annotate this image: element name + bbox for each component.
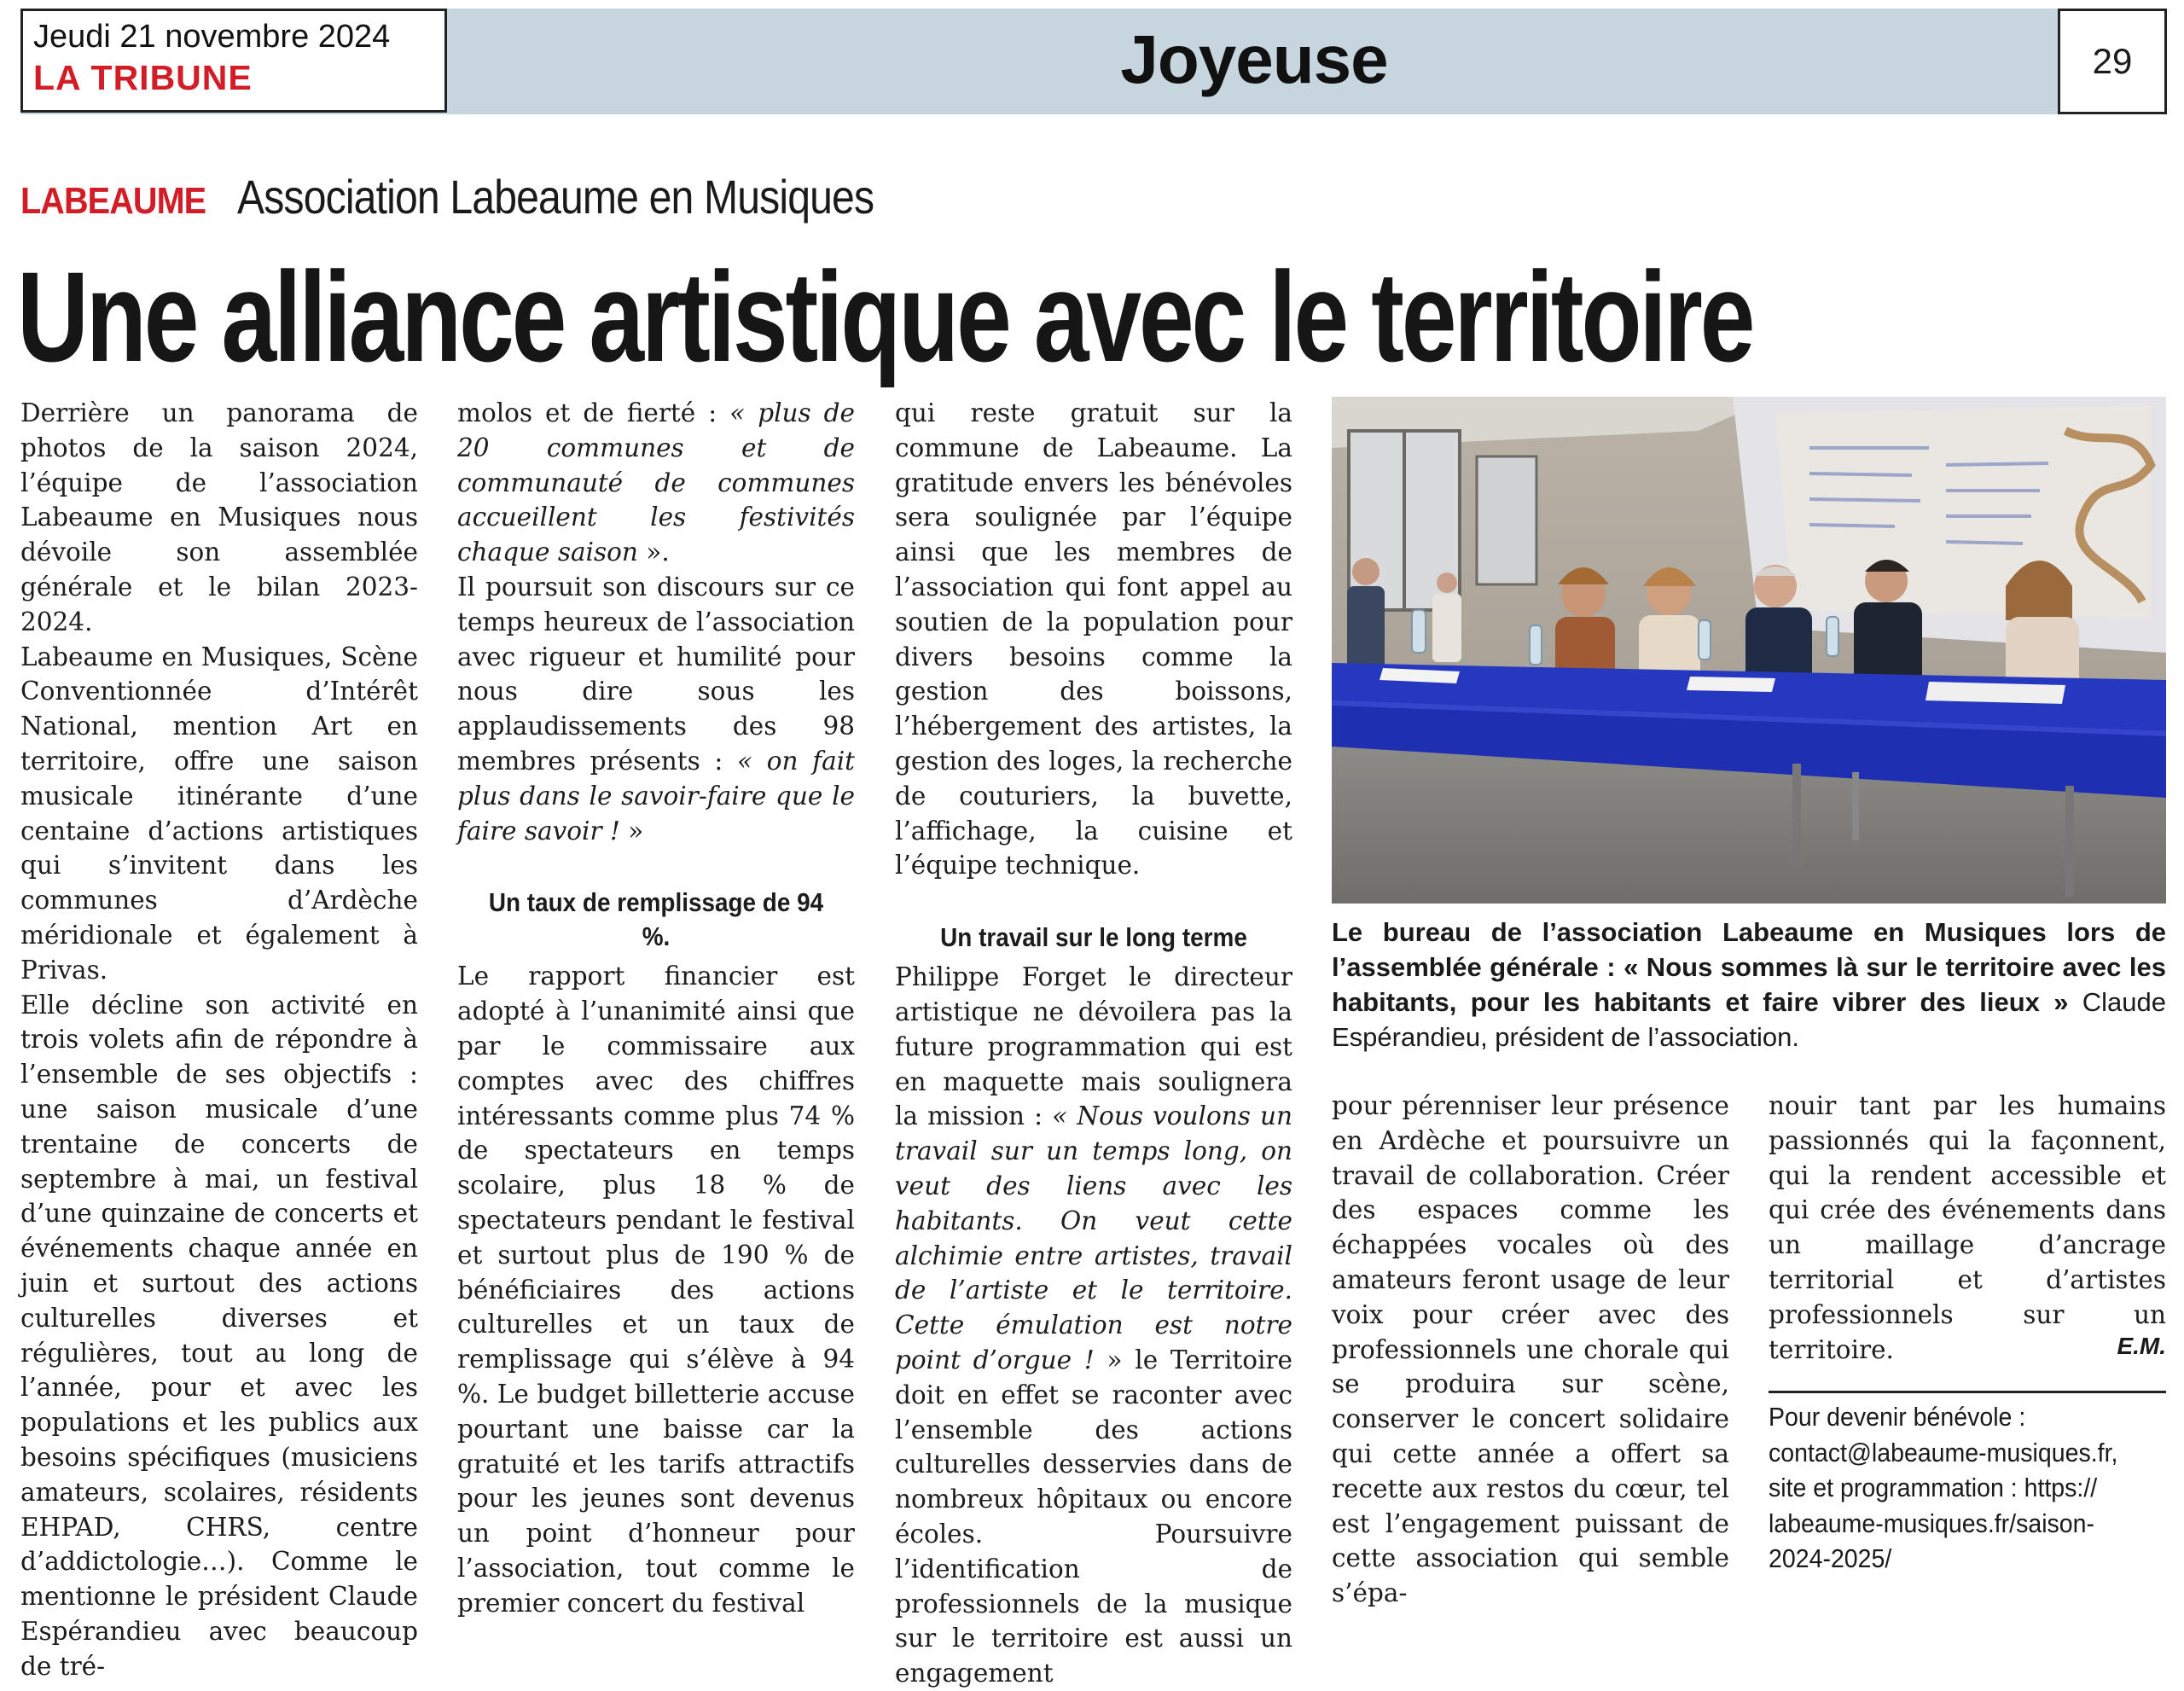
page-number: 29 [2058,9,2167,114]
divider [1769,1391,2166,1393]
paragraph [457,396,855,570]
text-run: ». [637,538,670,567]
paragraph: Derrière un panorama de photos de la saison 2024, l’équipe de l’association Labeaume en Musiques nous dévoile son assemblée générale et le bilan 2023-2024. [20,398,418,636]
author-signature: E.M. [2117,1333,2166,1359]
infobox-line: Pour devenir bénévole : [1769,1402,2026,1432]
text-run: molos et de fierté : [457,398,730,427]
meeting-photo-illustration [1332,397,2166,904]
website-link: labeaume-musiques.fr/saison- [1769,1508,2095,1538]
paragraph: Labeaume en Musiques, Scène Conventionnée d’Intérêt National, mention Art en territoire, offre une saison musicale itinérante d’une centaine d’actions artistiques qui s’invitent dans les communes d’Ardèche méridionale et également à Privas. [20,642,418,985]
infobox-line: site et programmation : https:// [1769,1473,2098,1502]
article-column-3 [895,396,1292,1691]
caption-bold: Le bureau de l’association Labeaume en Musiques lors de l’assemblée générale : « Nous sommes là sur le territoire avec les habitants, pour les habitants et faire vibrer des lieux » [1332,917,2166,1017]
intertitle: Un travail sur le long terme [940,922,1247,953]
quote: « on fait plus dans le savoir-faire que le faire savoir ! [457,746,856,846]
paragraph: pour pérenniser leur présence en Ardèche et poursuivre un travail de collaboration. Créer des espaces comme les échappées vocales où des amateurs feront usage de leur voix pour créer avec des professionnels une chorale qui se produira sur scène, conserver le concert solidaire qui cette année a offert sa recette aux restos du cœur, tel est l’engagement puissant de cette association qui semble s’épa- [1332,1091,1729,1608]
publication-date: Jeudi 21 novembre 2024 [33,19,391,55]
caption-credit: Claude Espérandieu, président de l’association. [1332,987,2166,1052]
text-run: Philippe Forget le directeur artistique ne dévoilera pas la future programmation qui est en maquette mais soulignera la mission : [895,962,1292,1131]
intertitle: Un taux de remplissage de 94 %. [488,887,824,952]
location-label: LABEAUME [20,180,206,222]
paragraph: Le rapport financier est adopté à l’unanimité ainsi que par le commissaire aux comptes avec des chiffres intéressants comme plus 74 % de spectateurs en temps scolaire, plus 18 % de spectateurs pendant le festival et surtout plus de 190 % de bénéficiaires des actions culturelles et un taux de remplissage qui s’élève à 94 %. Le budget billetterie accuse pourtant une baisse car la gratuité et les tarifs attractifs pour les jeunes sont devenus un point d’honneur pour l’association, tout comme le premier concert du festival [457,962,855,1618]
section-title: Joyeuse [1120,21,1388,97]
text-run: » le Territoire doit en effet se raconter avec l’ensemble des actions culturelles desservies dans de nombreux hôpitaux ou encore écoles. Poursuivre l’identification de professionnels de la musique sur le territoire est aussi un engagement [895,1345,1292,1688]
website-link: 2024-2025/ [1769,1543,1892,1573]
contact-email: contact@labeaume-musiques.fr, [1769,1437,2118,1467]
article-headline: Une alliance artistique avec le territoire [17,245,1753,388]
article-subtitle: Association Labeaume en Musiques [237,170,874,224]
quote: « plus de 20 communes et de communauté de communes accueillent les festivités chaque saison [457,398,855,567]
paragraph [895,960,1292,1691]
volunteer-infobox [1769,1399,2166,1577]
paragraph: nouir tant par les humains passionnés qui la façonnent, qui la rendent accessible et qui crée des événements dans un maillage d’ancrage territorial et d’artistes professionnels sur un territoire. [1769,1091,2166,1364]
newspaper-name: LA TRIBUNE [33,58,253,97]
text-run: » [619,816,644,846]
text-run: Il poursuit son discours sur ce temps heureux de l’association avec rigueur et humilité pour nous dire sous les applaudissements des 98 membres présents : [457,572,855,776]
date-box [20,9,447,113]
article-photo [1332,397,2166,904]
paragraph: qui reste gratuit sur la commune de Labeaume. La gratitude envers les bénévoles sera soulignée par l’équipe ainsi que les membres de l’association qui font appel au soutien de la population pour divers besoins comme la gestion des boissons, l’hébergement des artistes, la gestion des loges, la recherche de couturiers, la buvette, l’affichage, la cuisine et l’équipe technique. [895,398,1292,880]
article-column-5 [1769,1089,2166,1367]
article-column-2 [457,396,855,1621]
kicker [20,169,978,224]
article-column-4 [1332,1089,1729,1611]
quote: « Nous voulons un travail sur un temps long, on veut des liens avec les habitants. On veut cette alchimie entre artistes, travail de l’artiste et le territoire. Cette émulation est notre point d’orgue ! [895,1101,1292,1374]
article-column-1 [20,396,418,1683]
paragraph [457,570,855,848]
photo-caption [1332,915,2166,1055]
paragraph: Elle décline son activité en trois volets afin de répondre à l’ensemble de ses objectifs : une saison musicale d’une trentaine de concerts de septembre à mai, un festival d’une quinzaine de concerts et événements chaque année en juin et surtout des actions culturelles diverses et régulières, tout au long de l’année, pour et avec les populations et les publics aux besoins spécifiques (musiciens amateurs, scolaires, résidents EHPAD, CHRS, centre d’addictologie…). Comme le mentionne le président Claude Espérandieu avec beaucoup de tré- [20,990,418,1681]
